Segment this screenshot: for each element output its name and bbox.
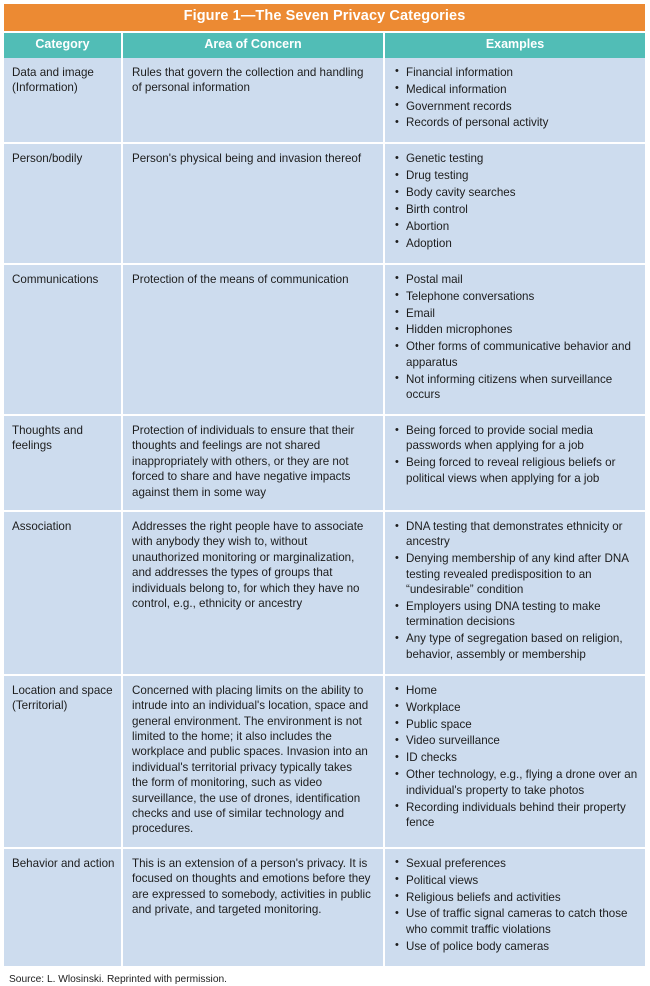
cell-area-of-concern bbox=[122, 511, 384, 675]
cell-examples bbox=[384, 675, 645, 848]
cell-category: Thoughts and feelings bbox=[4, 415, 122, 511]
figure-title: Figure 1—The Seven Privacy Categories bbox=[4, 4, 645, 31]
cell-examples bbox=[384, 58, 645, 144]
example-item: • Postal mail bbox=[395, 272, 639, 287]
example-item: • Abortion bbox=[395, 219, 639, 234]
example-item: • Recording individuals behind their property fence bbox=[395, 800, 639, 831]
table-body bbox=[4, 58, 645, 966]
example-item: • Not informing citizens when surveillance occurs bbox=[395, 372, 639, 403]
source-note: Source: L. Wlosinski. Reprinted with permission. bbox=[9, 973, 227, 985]
cell-category: Behavior and action bbox=[4, 848, 122, 966]
cell-area-of-concern bbox=[122, 848, 384, 966]
example-item: • Medical information bbox=[395, 82, 639, 97]
example-item: • Public space bbox=[395, 717, 639, 732]
example-item: • Body cavity searches bbox=[395, 185, 639, 200]
example-item: • Home bbox=[395, 683, 639, 698]
example-item: • Other forms of communicative behavior and apparatus bbox=[395, 339, 639, 370]
cell-examples bbox=[384, 415, 645, 511]
table-row bbox=[4, 143, 645, 263]
examples-list bbox=[395, 151, 639, 251]
table-row bbox=[4, 415, 645, 511]
example-item: • Use of traffic signal cameras to catch those who commit traffic violations bbox=[395, 906, 639, 937]
cell-area-of-concern bbox=[122, 58, 384, 144]
area-of-concern-text: Protection of individuals to ensure that their thoughts and feelings are not shared inappropriately with others, or they are not forced to share and have negative impacts against them in some way bbox=[132, 424, 355, 499]
examples-list bbox=[395, 856, 639, 954]
example-item: • Telephone conversations bbox=[395, 289, 639, 304]
example-item: • Other technology, e.g., flying a drone over an individual's property to take photos bbox=[395, 767, 639, 798]
example-item: • Adoption bbox=[395, 236, 639, 251]
column-header-area-of-concern: Area of Concern bbox=[122, 33, 384, 58]
examples-list bbox=[395, 519, 639, 662]
cell-examples bbox=[384, 264, 645, 415]
example-item: • Video surveillance bbox=[395, 733, 639, 748]
table-row bbox=[4, 675, 645, 848]
examples-list bbox=[395, 423, 639, 486]
cell-area-of-concern bbox=[122, 675, 384, 848]
cell-category: Data and image (Information) bbox=[4, 58, 122, 144]
example-item: • Any type of segregation based on religion, behavior, assembly or membership bbox=[395, 631, 639, 662]
example-item: • Genetic testing bbox=[395, 151, 639, 166]
cell-category: Association bbox=[4, 511, 122, 675]
examples-list bbox=[395, 272, 639, 403]
example-item: • Being forced to reveal religious beliefs or political views when applying for a job bbox=[395, 455, 639, 486]
example-item: • DNA testing that demonstrates ethnicity or ancestry bbox=[395, 519, 639, 550]
area-of-concern-text: Rules that govern the collection and handling of personal information bbox=[132, 65, 364, 95]
area-of-concern-text: Concerned with placing limits on the ability to intrude into an individual's location, space and general environment. The environment is not limited to the home; it also includes the workplace and public spaces. Invasion into an individual's territorial privacy typically takes the form of monitoring, such as video surveillance, the use of drones, identification checks and use of similar technology and procedures. bbox=[132, 683, 369, 836]
example-item: • Financial information bbox=[395, 65, 639, 80]
area-of-concern-text: This is an extension of a person's privacy. It is focused on thoughts and emotions before they are expressed to somebody, activities in public and private, and targeted monitoring. bbox=[132, 856, 371, 916]
example-item: • Political views bbox=[395, 873, 639, 888]
example-item: • Denying membership of any kind after DNA testing revealed predisposition to an “undesirable” condition bbox=[395, 551, 639, 597]
example-item: • Hidden microphones bbox=[395, 322, 639, 337]
example-item: • Email bbox=[395, 306, 639, 321]
example-item: • Employers using DNA testing to make termination decisions bbox=[395, 599, 639, 630]
table-row bbox=[4, 58, 645, 144]
example-item: • Religious beliefs and activities bbox=[395, 890, 639, 905]
example-item: • Drug testing bbox=[395, 168, 639, 183]
example-item: • Sexual preferences bbox=[395, 856, 639, 871]
table-row bbox=[4, 848, 645, 966]
cell-examples bbox=[384, 143, 645, 263]
cell-area-of-concern bbox=[122, 143, 384, 263]
example-item: • Birth control bbox=[395, 202, 639, 217]
area-of-concern-text: Person's physical being and invasion thereof bbox=[132, 152, 362, 166]
table-header-row bbox=[4, 33, 645, 58]
cell-category: Location and space (Territorial) bbox=[4, 675, 122, 848]
example-item: • Records of personal activity bbox=[395, 115, 639, 130]
cell-category: Communications bbox=[4, 264, 122, 415]
column-header-category: Category bbox=[4, 33, 122, 58]
cell-area-of-concern bbox=[122, 415, 384, 511]
privacy-categories-table bbox=[4, 33, 645, 966]
example-item: • Being forced to provide social media passwords when applying for a job bbox=[395, 423, 639, 454]
table-header bbox=[4, 33, 645, 58]
cell-category: Person/bodily bbox=[4, 143, 122, 263]
cell-area-of-concern bbox=[122, 264, 384, 415]
example-item: • Workplace bbox=[395, 700, 639, 715]
area-of-concern-text: Protection of the means of communication bbox=[132, 272, 349, 286]
table-row bbox=[4, 511, 645, 675]
example-item: • Government records bbox=[395, 99, 639, 114]
column-header-examples: Examples bbox=[384, 33, 645, 58]
cell-examples bbox=[384, 848, 645, 966]
examples-list bbox=[395, 65, 639, 131]
example-item: • ID checks bbox=[395, 750, 639, 765]
table-row bbox=[4, 264, 645, 415]
cell-examples bbox=[384, 511, 645, 675]
example-item: • Use of police body cameras bbox=[395, 939, 639, 954]
area-of-concern-text: Addresses the right people have to associate with anybody they wish to, without unauthorized monitoring or marginalization, and addresses the types of groups that individuals belong to, for which they have no control, e.g., ethnicity or ancestry bbox=[132, 520, 364, 611]
examples-list bbox=[395, 683, 639, 831]
